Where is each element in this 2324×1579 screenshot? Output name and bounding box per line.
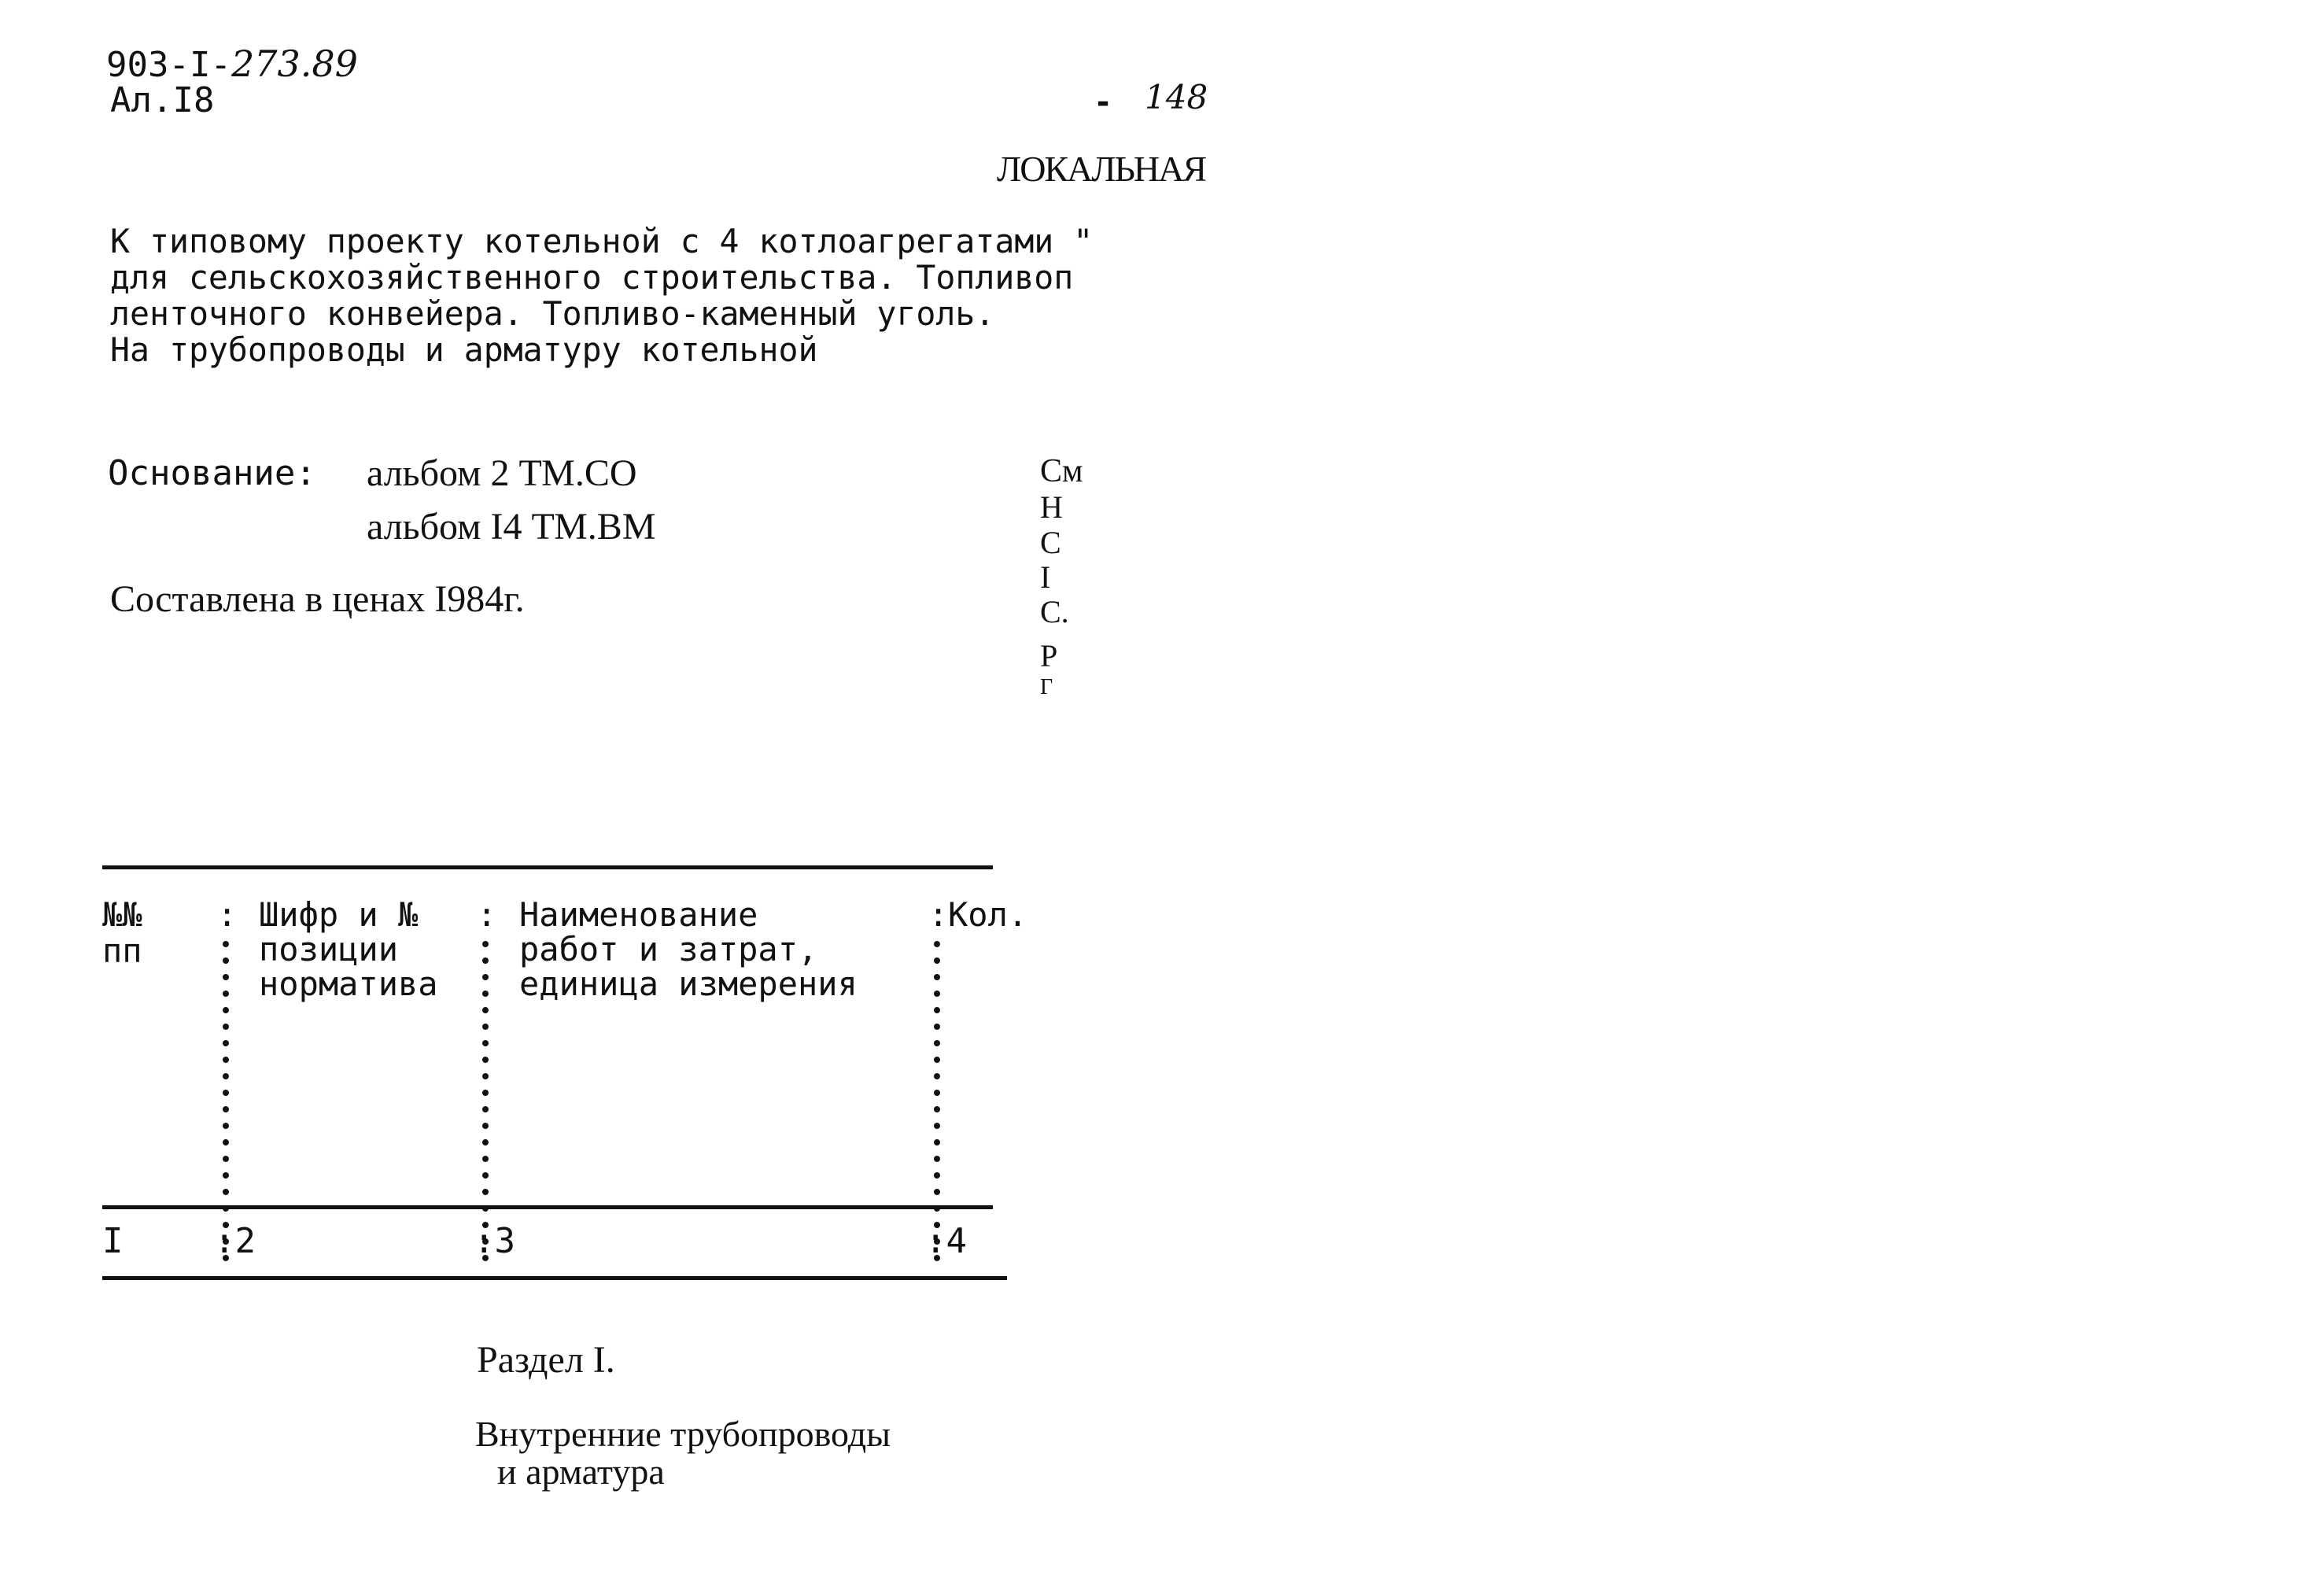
section-title: Раздел I. [477,1339,615,1381]
description-line-3: ленточного конвейера. Топливо-каменный уголь. [110,294,995,333]
colon: : [928,895,949,934]
document-code-prefix: 903-I- [106,45,231,85]
header-col2-line1: Шифр и № [259,895,419,934]
table-header-rule [102,1205,993,1209]
column-number-4: :4 [925,1221,967,1261]
header-col3-line1: Наименование [519,895,758,934]
page-number: 148 [1145,78,1208,116]
side-fragment-4: І [1040,559,1051,595]
document-code [106,42,358,85]
basis-album-1: альбом 2 ТМ.СО [367,452,637,494]
section-subtitle-line-1: Внутренние трубопроводы [475,1414,891,1454]
album-number: Ал.I8 [110,80,215,120]
description-line-2: для сельскохозяйственного строительства. Топливоп [110,258,1074,297]
section-subtitle-line-2: и арматура [497,1452,665,1492]
table-bottom-rule [102,1276,1007,1280]
side-fragment-3: С [1040,525,1061,560]
basis-album-2: альбом I4 ТМ.ВМ [367,506,656,548]
side-fragment-6: Р [1040,638,1058,673]
colon: : [217,895,238,934]
header-col2-line2: позиции [259,930,399,968]
column-number-1: I [102,1221,124,1261]
side-fragment-5: С. [1040,594,1069,629]
side-fragment-1: См [1040,453,1083,489]
description-line-1: К типовому проекту котельной с 4 котлоагрегатами " [110,222,1094,260]
header-col1-line1: №№ [102,895,142,934]
document-code-handwritten: 273.89 [231,42,358,85]
table-top-rule [102,865,993,869]
basis-label: Основание: [108,453,316,493]
column-number-3: :3 [474,1221,515,1261]
colon: : [477,895,497,934]
prices-note: Составлена в ценах I984г. [110,578,525,620]
description-line-4: На трубопроводы и арматуру котельной [110,330,818,369]
header-col3-line2: работ и затрат, [519,930,818,968]
header-col1-line2: пп [102,932,142,970]
estimate-title: ЛОКАЛЬНАЯ [997,149,1206,189]
header-col2-line3: норматива [259,965,438,1003]
column-number-2: :2 [214,1221,256,1261]
page-dash: - [1094,84,1113,120]
header-col4-line1: Кол. [948,895,1028,934]
side-fragment-7: Г [1040,675,1053,699]
side-fragment-2: Н [1040,489,1063,525]
header-col3-line3: единица измерения [519,965,858,1003]
